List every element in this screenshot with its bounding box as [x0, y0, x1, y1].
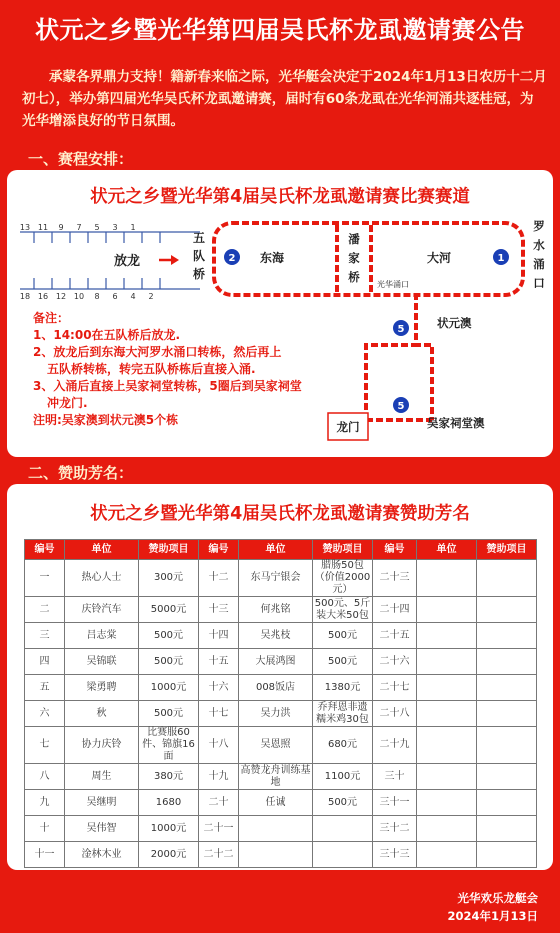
table-cell: 五: [25, 675, 65, 701]
table-row: [25, 727, 537, 764]
label-wudui-qiao: 桥: [192, 267, 206, 281]
table-cell: 吴兆枝: [239, 623, 313, 649]
header-cell: 单位: [65, 540, 139, 560]
table-cell: [417, 560, 477, 597]
label-luoshui-yongkou: 水: [533, 238, 545, 252]
table-cell: 高赞龙舟训练基地: [240, 764, 311, 788]
slot-label-bottom: 12: [55, 292, 67, 301]
table-cell: 十四: [199, 623, 239, 649]
table-cell: 六: [25, 701, 65, 727]
slot-label-top: 1: [130, 223, 136, 232]
table-cell: 秋: [65, 701, 139, 727]
table-cell: 500元: [313, 790, 373, 816]
slot-label-bottom: 4: [130, 292, 136, 301]
course-panel: [7, 170, 553, 457]
table-cell: 乔拜恩非遗糯米鸡30包: [313, 701, 373, 727]
table-cell: 二十九: [373, 727, 417, 764]
table-cell: 三: [25, 623, 65, 649]
table-cell: 二十七: [373, 675, 417, 701]
slot-label-top: 7: [76, 223, 82, 232]
table-cell: [239, 816, 313, 842]
label-fanglong: 放龙: [113, 254, 141, 269]
intro-paragraph: 承蒙各界鼎力支持！籍新春来临之际，光华艇会决定于2024年1月13日农历十二月初七），举办第四届光华吴氏杯龙虱邀请赛，届时有60条龙虱在光华河涌共逐桂冠，为光华增添良好的节日氛围。: [22, 69, 547, 129]
table-cell: 008饭店: [239, 675, 313, 701]
header-cell: 赞助项目: [477, 540, 537, 560]
sponsors-table: [24, 539, 537, 868]
table-cell: 周生: [65, 764, 139, 790]
table-cell: 680元: [313, 727, 373, 764]
section-heading-sponsors: 二、赞助芳名：: [28, 464, 134, 482]
table-cell: [477, 842, 537, 868]
arrow-icon: [159, 255, 179, 265]
notes-remark: 注明:吴家澳到状元澳5个栋: [33, 413, 179, 427]
table-cell: 2000元: [139, 842, 199, 868]
label-panjia-qiao: 潘: [348, 232, 360, 246]
slot-label-bottom: 6: [112, 292, 118, 301]
table-cell: [477, 701, 537, 727]
table-row: [25, 790, 537, 816]
sponsors-panel: [7, 484, 553, 870]
table-cell: 500元: [139, 701, 199, 727]
table-cell: [313, 816, 373, 842]
header-cell: 编号: [25, 540, 65, 560]
table-cell: [417, 675, 477, 701]
table-cell: [417, 701, 477, 727]
table-cell: 三十三: [373, 842, 417, 868]
table-cell: 十六: [199, 675, 239, 701]
table-cell: 三十二: [373, 816, 417, 842]
table-cell: 吴恩照: [239, 727, 313, 764]
slot-label-bottom: 10: [73, 292, 85, 301]
table-cell: 协力庆铃: [65, 727, 139, 764]
table-cell: 500元: [139, 623, 199, 649]
table-cell: [477, 727, 537, 764]
marker-5-label: 5: [397, 401, 405, 412]
table-cell: 二十八: [373, 701, 417, 727]
table-cell: 淦林木业: [65, 842, 139, 868]
table-cell: [477, 675, 537, 701]
marker-5-label: 5: [397, 324, 405, 335]
header-cell: 赞助项目: [139, 540, 199, 560]
slot-label-top: 5: [94, 223, 100, 232]
table-cell: [417, 649, 477, 675]
table-cell: 腊肠50包（价值2000元）: [313, 560, 373, 597]
table-cell: 大展鸿图: [239, 649, 313, 675]
table-cell: 二十: [199, 790, 239, 816]
slot-label-top: 9: [58, 223, 64, 232]
slot-label-top: 3: [112, 223, 118, 232]
footer-org: 光华欢乐龙艇会: [457, 891, 538, 905]
footer-date: 2024年1月13日: [447, 909, 538, 923]
marker-2-label: 2: [228, 253, 236, 264]
sponsors-header-row: [25, 540, 537, 560]
table-cell: 380元: [139, 764, 199, 790]
sponsors-title: 状元之乡暨光华第4届吴氏杯龙虱邀请赛赞助芳名: [90, 504, 470, 524]
table-cell: [417, 727, 477, 764]
table-cell: 梁勇聘: [65, 675, 139, 701]
note-item: 冲龙门.: [47, 396, 88, 410]
label-wudui-qiao: 队: [192, 249, 206, 263]
label-zhuangyuan-ao: 状元澳: [437, 316, 472, 330]
table-row: [25, 675, 537, 701]
table-cell: 十: [25, 816, 65, 842]
table-cell: [477, 560, 537, 597]
table-cell: 何兆铭: [239, 597, 313, 623]
slot-label-bottom: 2: [148, 292, 154, 301]
table-cell: 十九: [199, 764, 239, 790]
slot-label-bottom: 16: [37, 292, 49, 301]
table-cell: 东马宁银会: [239, 560, 313, 597]
label-luoshui-yongkou: 罗: [533, 219, 545, 233]
header-cell: 赞助项目: [313, 540, 373, 560]
slot-label-bottom: 8: [94, 292, 100, 301]
table-row: [25, 701, 537, 727]
table-cell: 1000元: [139, 675, 199, 701]
page-title: 状元之乡暨光华第四届吴氏杯龙虱邀请赛公告: [35, 16, 525, 44]
table-cell: [417, 816, 477, 842]
table-cell: [239, 842, 313, 868]
note-item: 五队桥转栋，转完五队桥栋后直接入涌.: [47, 362, 256, 376]
table-cell: 1380元: [313, 675, 373, 701]
table-cell: [417, 623, 477, 649]
slot-label-bottom: 18: [19, 292, 31, 301]
table-cell: 庆铃汽车: [65, 597, 139, 623]
header-cell: 单位: [239, 540, 313, 560]
table-row: [25, 764, 537, 790]
table-cell: [417, 764, 477, 790]
slot-label-top: 11: [37, 223, 49, 232]
footer: [447, 889, 538, 925]
table-cell: 500元、5斤装大米50包: [313, 597, 373, 623]
table-cell: 比赛服60件、锦旗16面: [139, 727, 199, 764]
table-cell: 一: [25, 560, 65, 597]
label-panjia-qiao: 桥: [348, 270, 360, 284]
table-cell: 二十二: [199, 842, 239, 868]
table-row: [25, 623, 537, 649]
table-cell: 吴锦联: [65, 649, 139, 675]
table-row: [25, 649, 537, 675]
notes-heading: 备注：: [33, 311, 70, 325]
slot-label-top: 13: [19, 223, 31, 232]
table-cell: 七: [25, 727, 65, 764]
table-cell: 500元: [313, 649, 373, 675]
label-luoshui-yongkou: 涌: [533, 257, 545, 271]
marker-1-label: 1: [497, 253, 505, 264]
table-cell: 二十三: [373, 560, 417, 597]
table-cell: [477, 649, 537, 675]
table-cell: 十七: [199, 701, 239, 727]
table-row: [25, 842, 537, 868]
table-cell: [417, 597, 477, 623]
table-cell: 5000元: [139, 597, 199, 623]
table-cell: 1000元: [139, 816, 199, 842]
table-cell: 二: [25, 597, 65, 623]
course-title: 状元之乡暨光华第4届吴氏杯龙虱邀请赛比赛赛道: [90, 187, 470, 207]
table-cell: 热心人士: [65, 560, 139, 597]
table-cell: 吴伟智: [65, 816, 139, 842]
table-cell: 二十四: [373, 597, 417, 623]
table-cell: 二十五: [373, 623, 417, 649]
label-wudui-qiao: 五: [192, 231, 206, 245]
note-item: 3、入涌后直接上吴家祠堂转栋，5圈后到吴家祠堂: [33, 379, 302, 393]
header-cell: 编号: [199, 540, 239, 560]
label-donghai: 东海: [259, 251, 285, 265]
table-cell: 九: [25, 790, 65, 816]
note-item: 1、14:00在五队桥后放龙.: [33, 328, 181, 342]
table-cell: 八: [25, 764, 65, 790]
table-cell: 十一: [25, 842, 65, 868]
label-luoshui-yongkou: 口: [533, 276, 545, 290]
table-cell: 三十: [373, 764, 417, 790]
table-cell: [477, 597, 537, 623]
table-cell: 300元: [139, 560, 199, 597]
table-cell: 二十六: [373, 649, 417, 675]
table-cell: [477, 623, 537, 649]
table-cell: [417, 790, 477, 816]
label-wujia-citang-ao: 吴家祠堂澳: [427, 416, 485, 430]
table-cell: 十三: [199, 597, 239, 623]
table-cell: 任诚: [239, 790, 313, 816]
table-cell: [417, 842, 477, 868]
table-cell: 1680: [139, 790, 199, 816]
table-cell: 吕志棠: [65, 623, 139, 649]
label-dahe: 大河: [426, 251, 452, 265]
note-item: 2、放龙后到东海大河罗水涌口转栋，然后再上: [33, 345, 282, 359]
table-cell: 二十一: [199, 816, 239, 842]
table-cell: [477, 764, 537, 790]
table-cell: [313, 842, 373, 868]
header-cell: 编号: [373, 540, 417, 560]
table-row: [25, 816, 537, 842]
label-longmen: 龙门: [336, 420, 360, 434]
table-cell: 1100元: [313, 764, 373, 790]
label-panjia-qiao: 家: [348, 251, 360, 265]
table-cell: 四: [25, 649, 65, 675]
course-notes: [33, 310, 343, 429]
table-cell: 十五: [199, 649, 239, 675]
table-cell: 吴继明: [65, 790, 139, 816]
table-cell: [477, 790, 537, 816]
table-row: [25, 560, 537, 597]
header-cell: 单位: [417, 540, 477, 560]
table-cell: 吴力洪: [239, 701, 313, 727]
table-cell: [477, 816, 537, 842]
table-row: [25, 597, 537, 623]
table-cell: 十二: [199, 560, 239, 597]
section-heading-schedule: 一、赛程安排：: [28, 150, 134, 168]
label-guanghua-yongkou: 光华涌口: [377, 280, 409, 289]
table-cell: 十八: [199, 727, 239, 764]
table-cell: 三十一: [373, 790, 417, 816]
table-cell: 500元: [139, 649, 199, 675]
table-cell: 500元: [313, 623, 373, 649]
